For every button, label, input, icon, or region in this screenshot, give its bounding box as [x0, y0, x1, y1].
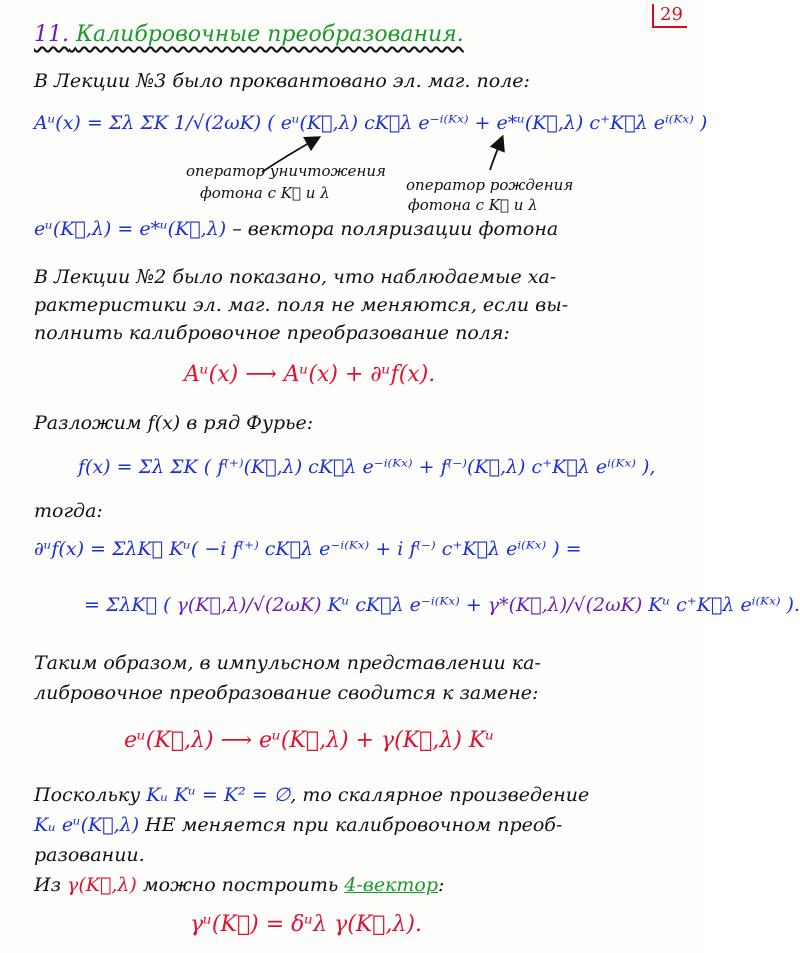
paragraph-2-line2: рактеристики эл. маг. поля не меняются, если вы- [34, 294, 569, 316]
paragraph-5-lead: Поскольку [34, 784, 147, 806]
gamma-star-coefficient: γ*(K⃗,λ)/√(2ωK) [481, 594, 649, 616]
section-heading [34, 22, 464, 47]
polarization-formula: eᵘ(K⃗,λ) = e*ᵘ(K⃗,λ) [34, 218, 227, 240]
polarization-line [34, 218, 558, 240]
gradient-result-equation [84, 594, 800, 616]
creation-arrow [490, 138, 502, 170]
paragraph-5-line3: разовании. [34, 844, 145, 866]
section-title: Калибровочные преобразования. [76, 22, 464, 47]
paragraph-6-colon: : [438, 874, 445, 896]
paragraph-5-rest: , то скалярное произведение [290, 784, 590, 806]
gradient-equation: ∂ᵘf(x) = ΣλK⃗ Kᵘ( −i f⁽⁺⁾ cK⃗λ e⁻ⁱ⁽ᴷˣ⁾ + i f⁽⁻⁾ c⁺K⃗λ eⁱ⁽ᴷˣ⁾ ) = [34, 538, 582, 560]
paragraph-5-line2 [34, 814, 562, 836]
annihilation-note-line2: фотона с K⃗ и λ [200, 184, 330, 202]
gradient-result-term1: Kᵘ cK⃗λ e⁻ⁱ⁽ᴷˣ⁾ + [327, 594, 482, 616]
gradient-result-term2: Kᵘ c⁺K⃗λ eⁱ⁽ᴷˣ⁾ ). [648, 594, 800, 616]
then-word: тогда: [34, 500, 103, 522]
paragraph-4-line1: Таким образом, в импульсном представлении ка- [34, 652, 541, 674]
field-expansion-equation: Aᵘ(x) = Σλ ΣK 1/√(2ωK) ( eᵘ(K⃗,λ) cK⃗λ e⁻ⁱ⁽ᴷˣ⁾ + e*ᵘ(K⃗,λ) c⁺K⃗λ eⁱ⁽ᴷˣ⁾ ) [34, 112, 708, 134]
four-vector-equation: γᵘ(K⃗) = δᵘλ γ(K⃗,λ). [190, 912, 422, 937]
scalar-product-formula: Kᵤ eᵘ(K⃗,λ) [34, 814, 140, 836]
fourier-intro-line: Разложим f(x) в ряд Фурье: [34, 412, 314, 434]
gamma-coefficient: γ(K⃗,λ)/√(2ωK) [170, 594, 328, 616]
paragraph-6-mid: можно построить [136, 874, 345, 896]
fourier-expansion-equation: f(x) = Σλ ΣK ( f⁽⁺⁾(K⃗,λ) cK⃗λ e⁻ⁱ⁽ᴷˣ⁾ + f⁽⁻⁾(K⃗,λ) c⁺K⃗λ eⁱ⁽ᴷˣ⁾ ), [78, 456, 656, 478]
paragraph-6-lead: Из [34, 874, 67, 896]
annihilation-note-line1: оператор уничтожения [186, 162, 386, 180]
page-number: 29 [652, 4, 687, 28]
section-number: 11. [34, 22, 69, 47]
paragraph-6-line1 [34, 874, 444, 896]
gauge-transform-equation: Aᵘ(x) ⟶ Aᵘ(x) + ∂ᵘf(x). [184, 362, 436, 387]
creation-note-line1: оператор рождения [406, 176, 574, 194]
paragraph-5-line1 [34, 784, 589, 806]
four-vector-term: 4-вектор [344, 874, 439, 896]
polarization-text: – вектора поляризации фотона [226, 218, 559, 240]
gradient-result-lead: = ΣλK⃗ ( [84, 594, 171, 616]
gamma-symbol: γ(K⃗,λ) [66, 874, 137, 896]
paragraph-4-line2: либровочное преобразование сводится к замене: [34, 682, 539, 704]
k-squared-formula: Kᵤ Kᵘ = K² = ∅ [146, 784, 291, 806]
creation-note-line2: фотона с K⃗ и λ [408, 196, 538, 214]
polarization-replacement-equation: eᵘ(K⃗,λ) ⟶ eᵘ(K⃗,λ) + γ(K⃗,λ) Kᵘ [124, 728, 495, 753]
paragraph-2-line3: полнить калибровочное преобразование поля: [34, 322, 510, 344]
paragraph-2-line1: В Лекции №2 было показано, что наблюдаемые ха- [34, 266, 557, 288]
intro-line: В Лекции №3 было проквантовано эл. маг. поле: [34, 70, 530, 92]
paragraph-5-line2-text: НЕ меняется при калибровочном преоб- [139, 814, 563, 836]
